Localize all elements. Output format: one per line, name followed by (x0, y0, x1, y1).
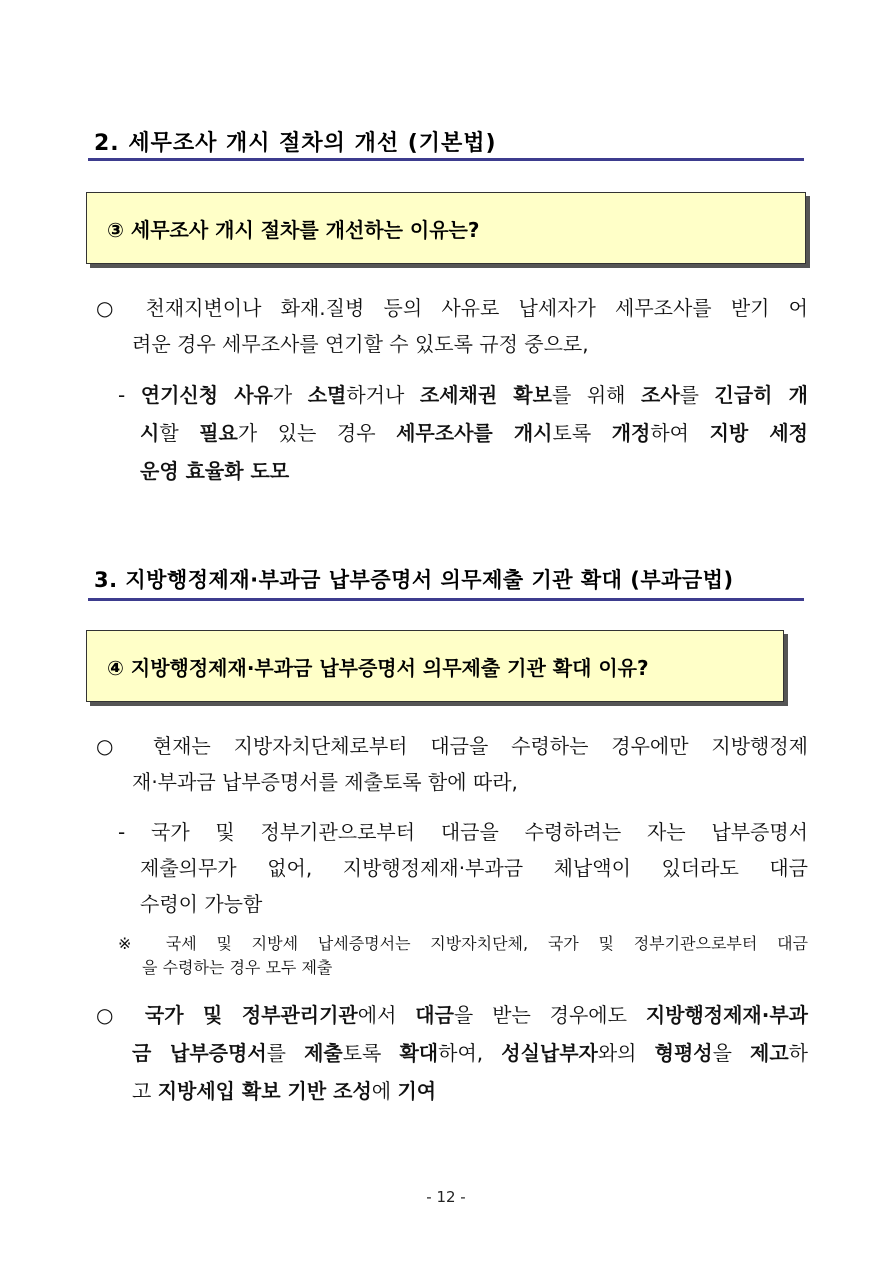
note-line: 을 수령하는 경우 모두 제출 (142, 958, 333, 977)
section-2-rule (88, 158, 804, 161)
text-line: 고 지방세입 확보 기반 조성에 기여 (132, 1079, 437, 1103)
text-line: 금 납부증명서를 제출토록 확대하여, 성실납부자와의 형평성을 제고하 (132, 1041, 808, 1065)
section-3-bullet-1 (96, 728, 808, 800)
text-line: 수령이 가능함 (140, 892, 263, 916)
section-2-title: 2. 세무조사 개시 절차의 개선 (기본법) (94, 131, 497, 156)
text-line: 운영 효율화 도모 (140, 459, 290, 483)
page-number: - 12 - (426, 1188, 466, 1206)
section-2-callout-text: ③ 세무조사 개시 절차를 개선하는 이유는? (107, 217, 480, 242)
text-line: 려운 경우 세무조사를 연기할 수 있도록 규정 중으로, (132, 332, 589, 356)
section-3-title: 3. 지방행정제재·부과금 납부증명서 의무제출 기관 확대 (부과금법) (94, 568, 734, 592)
section-3-rule (88, 598, 804, 601)
section-2-callout (86, 192, 806, 264)
text-line: - 연기신청 사유가 소멸하거나 조세채권 확보를 위해 조사를 긴급히 개 (118, 383, 808, 407)
text-line: ○ 국가 및 정부관리기관에서 대금을 받는 경우에도 지방행정제재·부과 (96, 1003, 808, 1027)
text-line: ○ 현재는 지방자치단체로부터 대금을 수령하는 경우에만 지방행정제 (96, 734, 808, 758)
text-line: 재·부과금 납부증명서를 제출토록 함에 따라, (132, 770, 518, 794)
section-3-callout-text: ④ 지방행정제재·부과금 납부증명서 의무제출 기관 확대 이유? (107, 655, 649, 680)
note-line: ※ 국세 및 지방세 납세증명서는 지방자치단체, 국가 및 정부기관으로부터 대금 (118, 934, 808, 953)
section-3-note (118, 932, 808, 980)
section-3-bullet-2 (96, 996, 808, 1110)
text-line: 제출의무가 없어, 지방행정제재·부과금 체납액이 있더라도 대금 (140, 856, 808, 880)
text-line: - 국가 및 정부기관으로부터 대금을 수령하려는 자는 납부증명서 (118, 820, 808, 844)
section-3-dash-1 (118, 814, 808, 922)
text-line: ○ 천재지변이나 화재.질병 등의 사유로 납세자가 세무조사를 받기 어 (96, 296, 808, 320)
section-3-callout (86, 630, 784, 702)
section-2-bullet-1 (96, 290, 808, 362)
section-2-dash-1 (118, 376, 808, 490)
text-line: 시할 필요가 있는 경우 세무조사를 개시토록 개정하여 지방 세정 (140, 421, 809, 445)
